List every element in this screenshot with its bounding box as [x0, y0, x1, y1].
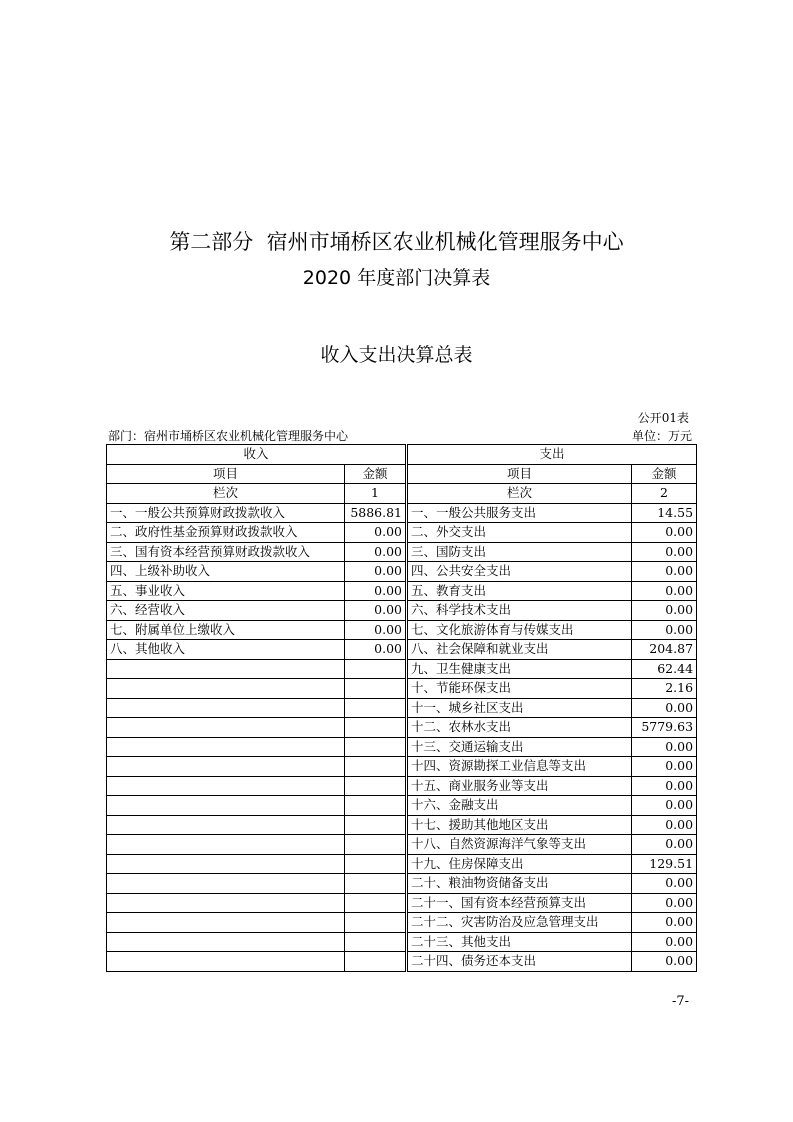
income-amount-cell: 5886.81: [345, 503, 407, 523]
income-item-cell: [107, 679, 345, 699]
income-item-cell: [107, 893, 345, 913]
table-row: [107, 893, 697, 913]
table-row: [107, 698, 697, 718]
table-code: 公开01表: [637, 411, 689, 425]
table-row: [107, 932, 697, 952]
expense-item-cell: 十二、农林水支出: [407, 718, 632, 738]
table-row: [107, 835, 697, 855]
income-item-cell: 三、国有资本经营预算财政拨款收入: [107, 542, 345, 562]
expense-item-cell: 二十二、灾害防治及应急管理支出: [407, 913, 632, 933]
expense-item-cell: 五、教育支出: [407, 581, 632, 601]
expense-item-cell: 十七、援助其他地区支出: [407, 815, 632, 835]
expense-amount-cell: 2.16: [632, 679, 697, 699]
income-item-header: 项目: [107, 464, 345, 484]
expense-amount-cell: 0.00: [632, 874, 697, 894]
expense-item-cell: 一、一般公共服务支出: [407, 503, 632, 523]
income-expense-table: [106, 444, 697, 972]
table-row: [107, 737, 697, 757]
income-item-cell: 四、上级补助收入: [107, 562, 345, 582]
income-amount-header: 金额: [345, 464, 407, 484]
income-amount-cell: 0.00: [345, 542, 407, 562]
expense-amount-cell: 5779.63: [632, 718, 697, 738]
expense-amount-cell: 0.00: [632, 776, 697, 796]
expense-amount-cell: 0.00: [632, 815, 697, 835]
income-amount-cell: 0.00: [345, 601, 407, 621]
expense-amount-cell: 14.55: [632, 503, 697, 523]
expense-amount-cell: 0.00: [632, 835, 697, 855]
table-row: [107, 913, 697, 933]
expense-item-cell: 六、科学技术支出: [407, 601, 632, 621]
expense-item-cell: 二十一、国有资本经营预算支出: [407, 893, 632, 913]
expense-item-cell: 十、节能环保支出: [407, 679, 632, 699]
table-meta: [108, 427, 692, 444]
expense-item-cell: 九、卫生健康支出: [407, 659, 632, 679]
expense-item-cell: 十六、金融支出: [407, 796, 632, 816]
table-row: [107, 620, 697, 640]
table-row: [107, 601, 697, 621]
expense-amount-cell: 0.00: [632, 562, 697, 582]
expense-item-cell: 四、公共安全支出: [407, 562, 632, 582]
expense-item-cell: 八、社会保障和就业支出: [407, 640, 632, 660]
page-number: -7-: [671, 994, 689, 1009]
income-item-cell: [107, 932, 345, 952]
income-item-cell: [107, 854, 345, 874]
income-item-cell: 五、事业收入: [107, 581, 345, 601]
income-item-cell: [107, 796, 345, 816]
expense-item-cell: 十五、商业服务业等支出: [407, 776, 632, 796]
income-amount-cell: [345, 893, 407, 913]
expense-row-label: 栏次: [407, 484, 632, 504]
income-item-cell: [107, 718, 345, 738]
table-row: [107, 718, 697, 738]
table-row: [107, 659, 697, 679]
expense-amount-cell: 0.00: [632, 913, 697, 933]
income-item-cell: [107, 874, 345, 894]
expense-amount-cell: 0.00: [632, 698, 697, 718]
table-row: [107, 581, 697, 601]
table-row: [107, 523, 697, 543]
income-amount-cell: [345, 815, 407, 835]
income-amount-cell: 0.00: [345, 581, 407, 601]
income-item-cell: [107, 659, 345, 679]
income-amount-cell: 0.00: [345, 620, 407, 640]
expense-item-cell: 二、外交支出: [407, 523, 632, 543]
income-amount-cell: [345, 698, 407, 718]
expense-amount-cell: 129.51: [632, 854, 697, 874]
income-item-cell: [107, 913, 345, 933]
expense-item-cell: 三、国防支出: [407, 542, 632, 562]
income-item-cell: [107, 698, 345, 718]
table-row: [107, 854, 697, 874]
income-amount-cell: 0.00: [345, 562, 407, 582]
income-amount-cell: 0.00: [345, 640, 407, 660]
expense-amount-cell: 0.00: [632, 523, 697, 543]
expense-item-cell: 十三、交通运输支出: [407, 737, 632, 757]
expense-amount-cell: 204.87: [632, 640, 697, 660]
expense-amount-cell: 0.00: [632, 581, 697, 601]
income-amount-cell: 0.00: [345, 523, 407, 543]
income-item-cell: [107, 815, 345, 835]
income-row-label: 栏次: [107, 484, 345, 504]
expense-amount-header: 金额: [632, 464, 697, 484]
title-org: 宿州市埇桥区农业机械化管理服务中心: [266, 230, 624, 254]
income-amount-cell: [345, 913, 407, 933]
expense-item-cell: 二十、粮油物资储备支出: [407, 874, 632, 894]
header-row-index: [107, 484, 697, 504]
table-row: [107, 503, 697, 523]
table-row: [107, 679, 697, 699]
expense-item-cell: 十八、自然资源海洋气象等支出: [407, 835, 632, 855]
expense-item-cell: 七、文化旅游体育与传媒支出: [407, 620, 632, 640]
expense-amount-cell: 0.00: [632, 737, 697, 757]
document-title: [0, 226, 793, 256]
unit-label: 单位：万元: [631, 429, 692, 443]
income-amount-cell: [345, 718, 407, 738]
income-amount-cell: [345, 854, 407, 874]
income-amount-cell: [345, 737, 407, 757]
income-item-cell: 一、一般公共预算财政拨款收入: [107, 503, 345, 523]
document-year-title: 2020 年度部门决算表: [302, 267, 491, 289]
income-item-cell: [107, 776, 345, 796]
table-row: [107, 542, 697, 562]
income-header: 收入: [107, 445, 407, 465]
income-col-number: 1: [345, 484, 407, 504]
income-amount-cell: [345, 679, 407, 699]
expense-amount-cell: 0.00: [632, 893, 697, 913]
table-row: [107, 640, 697, 660]
header-row-columns: [107, 464, 697, 484]
expense-amount-cell: 0.00: [632, 796, 697, 816]
expense-amount-cell: 0.00: [632, 542, 697, 562]
income-item-cell: [107, 757, 345, 777]
table-row: [107, 815, 697, 835]
expense-item-header: 项目: [407, 464, 632, 484]
income-item-cell: 八、其他收入: [107, 640, 345, 660]
expense-amount-cell: 0.00: [632, 620, 697, 640]
expense-header: 支出: [407, 445, 697, 465]
income-amount-cell: [345, 796, 407, 816]
table-row: [107, 952, 697, 972]
income-item-cell: 二、政府性基金预算财政拨款收入: [107, 523, 345, 543]
title-part: 第二部分: [169, 230, 254, 254]
expense-item-cell: 十一、城乡社区支出: [407, 698, 632, 718]
department-label: 部门：宿州市埇桥区农业机械化管理服务中心: [108, 429, 349, 443]
income-amount-cell: [345, 757, 407, 777]
income-amount-cell: [345, 874, 407, 894]
income-amount-cell: [345, 835, 407, 855]
income-amount-cell: [345, 659, 407, 679]
expense-amount-cell: 0.00: [632, 952, 697, 972]
expense-item-cell: 二十四、债务还本支出: [407, 952, 632, 972]
income-item-cell: 七、附属单位上缴收入: [107, 620, 345, 640]
expense-col-number: 2: [632, 484, 697, 504]
expense-item-cell: 二十三、其他支出: [407, 932, 632, 952]
income-amount-cell: [345, 952, 407, 972]
expense-amount-cell: 0.00: [632, 757, 697, 777]
income-amount-cell: [345, 932, 407, 952]
table-row: [107, 796, 697, 816]
table-row: [107, 757, 697, 777]
table-row: [107, 776, 697, 796]
expense-amount-cell: 62.44: [632, 659, 697, 679]
table-row: [107, 874, 697, 894]
income-item-cell: [107, 737, 345, 757]
table-title: 收入支出决算总表: [320, 344, 473, 366]
expense-amount-cell: 0.00: [632, 601, 697, 621]
income-item-cell: [107, 952, 345, 972]
income-item-cell: 六、经营收入: [107, 601, 345, 621]
expense-item-cell: 十四、资源勘探工业信息等支出: [407, 757, 632, 777]
income-amount-cell: [345, 776, 407, 796]
header-row-group: [107, 445, 697, 465]
expense-amount-cell: 0.00: [632, 932, 697, 952]
income-item-cell: [107, 835, 345, 855]
table-row: [107, 562, 697, 582]
expense-item-cell: 十九、住房保障支出: [407, 854, 632, 874]
